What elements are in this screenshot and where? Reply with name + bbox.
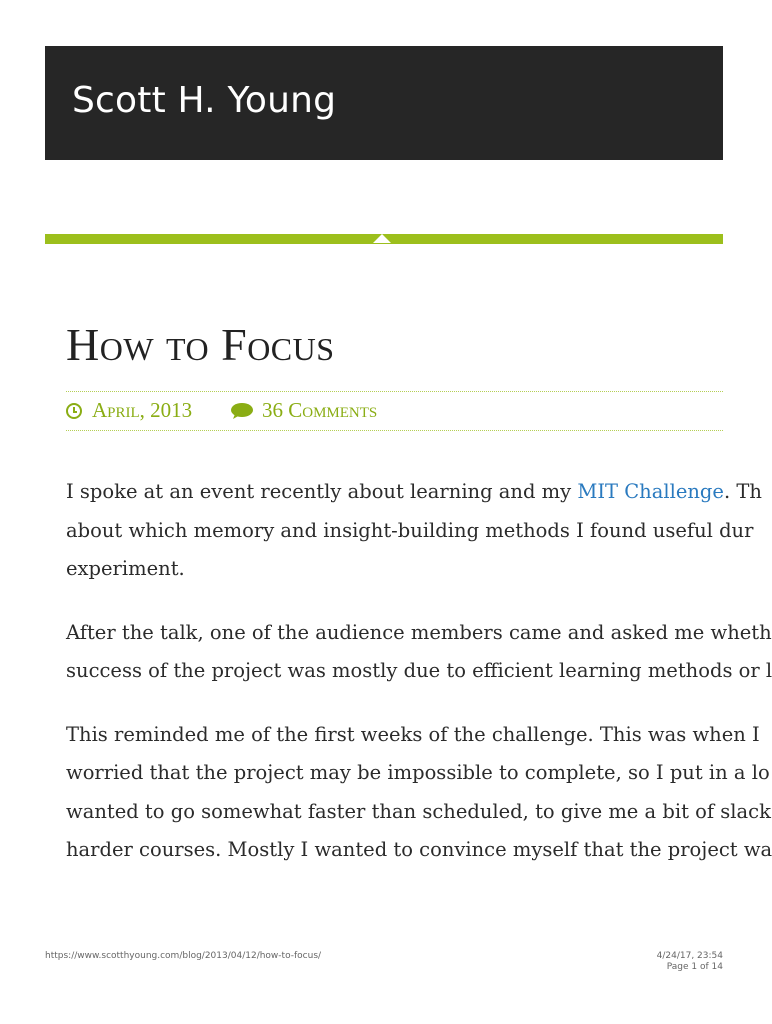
site-header bbox=[45, 46, 723, 160]
footer-page-number: Page 1 of 14 bbox=[666, 962, 723, 972]
clock-icon bbox=[66, 403, 82, 419]
paragraph-line: wanted to go somewhat faster than scheduled, to give me a bit of slack bbox=[66, 799, 771, 823]
comments-count-label: 36 Comments bbox=[262, 398, 378, 422]
post-title: How to Focus bbox=[66, 319, 335, 370]
footer-datetime: 4/24/17, 23:54 bbox=[656, 951, 723, 961]
footer-url: https://www.scotthyoung.com/blog/2013/04/12/how-to-focus/ bbox=[45, 951, 322, 961]
article-paragraph bbox=[66, 614, 772, 691]
paragraph-line: harder courses. Mostly I wanted to convince myself that the project wa bbox=[66, 838, 772, 861]
post-date[interactable] bbox=[66, 398, 192, 423]
paragraph-line: success of the project was mostly due to efficient learning methods or l bbox=[66, 659, 772, 682]
post-date-label: April, 2013 bbox=[92, 398, 193, 422]
line-text: I spoke at an event recently about learning and my bbox=[66, 480, 578, 503]
paragraph-line: worried that the project may be impossible to complete, so I put in a lo bbox=[66, 761, 770, 784]
site-title[interactable]: Scott H. Young bbox=[72, 80, 337, 121]
paragraph-line bbox=[66, 473, 762, 512]
comments-link[interactable] bbox=[230, 398, 377, 423]
paragraph-line: This reminded me of the first weeks of the challenge. This was when I bbox=[66, 722, 760, 746]
post-content bbox=[66, 473, 772, 895]
paragraph-line: After the talk, one of the audience members came and asked me wheth bbox=[66, 620, 772, 644]
post-meta bbox=[66, 391, 723, 431]
line-text: . Th bbox=[723, 480, 762, 503]
article-paragraph bbox=[66, 473, 762, 589]
mit-challenge-link[interactable]: MIT Challenge bbox=[577, 480, 724, 503]
divider-notch bbox=[373, 234, 391, 243]
footer-meta bbox=[657, 951, 723, 973]
paragraph-line: experiment. bbox=[66, 557, 185, 580]
paragraph-line: about which memory and insight-building methods I found useful dur bbox=[66, 518, 754, 542]
comment-icon bbox=[230, 402, 254, 420]
article-paragraph bbox=[66, 716, 772, 870]
